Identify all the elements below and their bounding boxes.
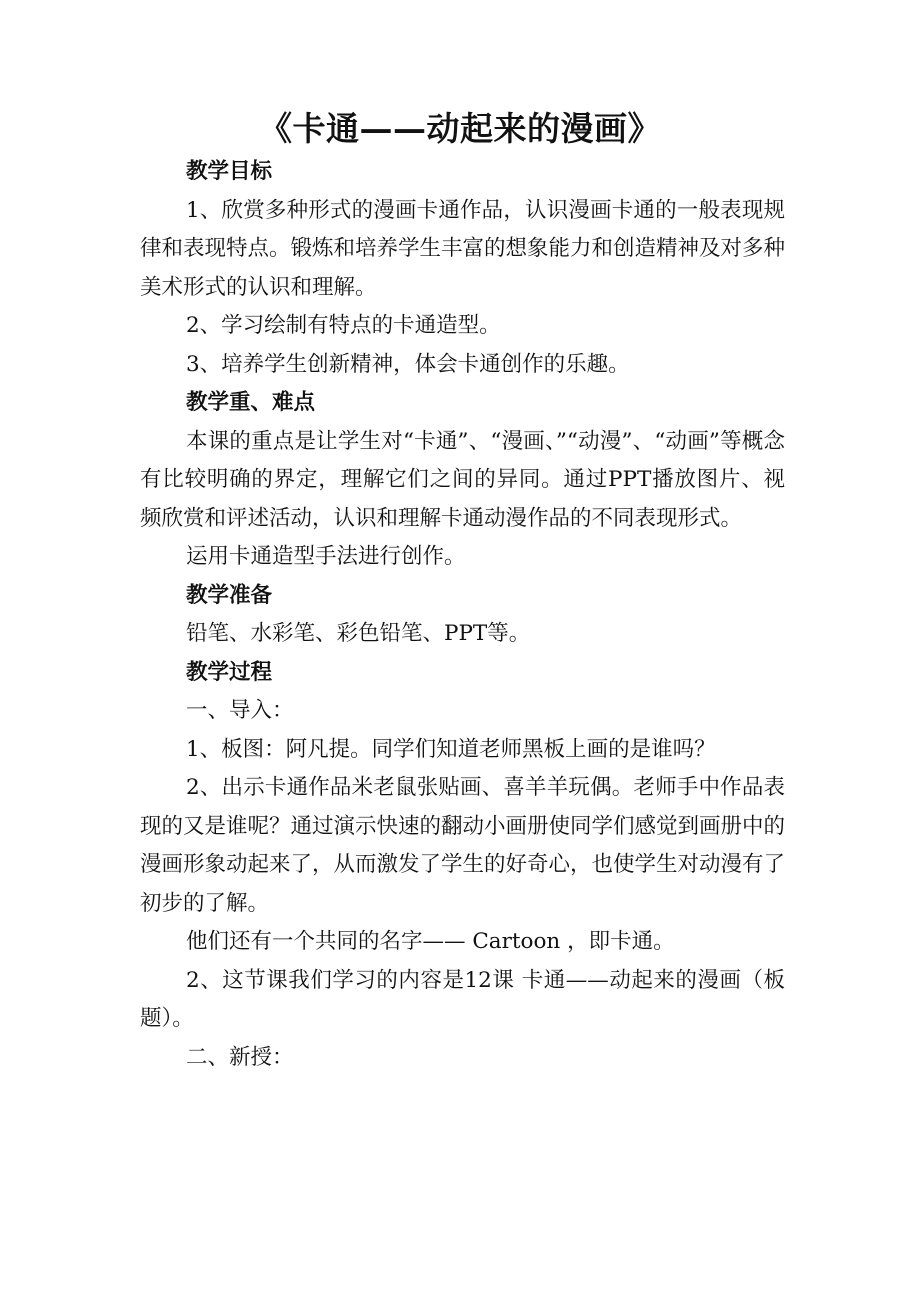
heading-teaching-goals: 教学目标 [186,159,273,184]
paragraph-difficulty: 运用卡通造型手法进行创作。 [186,544,466,569]
paragraph-intro-2: 2、出示卡通作品米老鼠张贴画、喜羊羊玩偶。老师手中作品表现的又是谁呢？通过演示快速的翻动小画册使同学们感觉到画册中的漫画形象动起来了，从而激发了学生的好奇心，也使学生对动漫有了初步的了解。 [140,775,786,916]
paragraph-new-lesson: 二、新授： [186,1044,294,1070]
paragraph-cartoon-name: 他们还有一个共同的名字—— Cartoon ，即卡通。 [186,929,675,954]
heading-process: 教学过程 [186,659,273,685]
document-body [140,153,785,1077]
paragraph-goal-1: 1、欣赏多种形式的漫画卡通作品，认识漫画卡通的一般表现规律和表现特点。锻炼和培养学生丰富的想象能力和创造精神及对多种美术形式的认识和理解。 [140,197,786,300]
paragraph-key-point: 本课的重点是让学生对“卡通”、“漫画、”“动漫”、“动画”等概念有比较明确的界定，理解它们之间的异同。通过PPT播放图片、视频欣赏和评述活动，认识和理解卡通动漫作品的不同表现形式。 [140,428,785,531]
paragraph-intro-1: 1、板图：阿凡提。同学们知道老师黑板上画的是谁吗？ [186,736,716,762]
paragraph-goal-2: 2、学习绘制有特点的卡通造型。 [186,313,501,338]
document-title: 《卡通——动起来的漫画》 [259,109,661,148]
paragraph-materials: 铅笔、水彩笔、彩色铅笔、PPT等。 [186,621,531,646]
paragraph-lesson-topic: 2、这节课我们学习的内容是12课 卡通——动起来的漫画（板题）。 [140,967,785,1031]
heading-preparation: 教学准备 [186,582,273,608]
paragraph-goal-3: 3、培养学生创新精神，体会卡通创作的乐趣。 [186,351,630,377]
paragraph-intro-heading: 一、导入： [186,698,294,723]
heading-key-points: 教学重、难点 [186,390,316,415]
